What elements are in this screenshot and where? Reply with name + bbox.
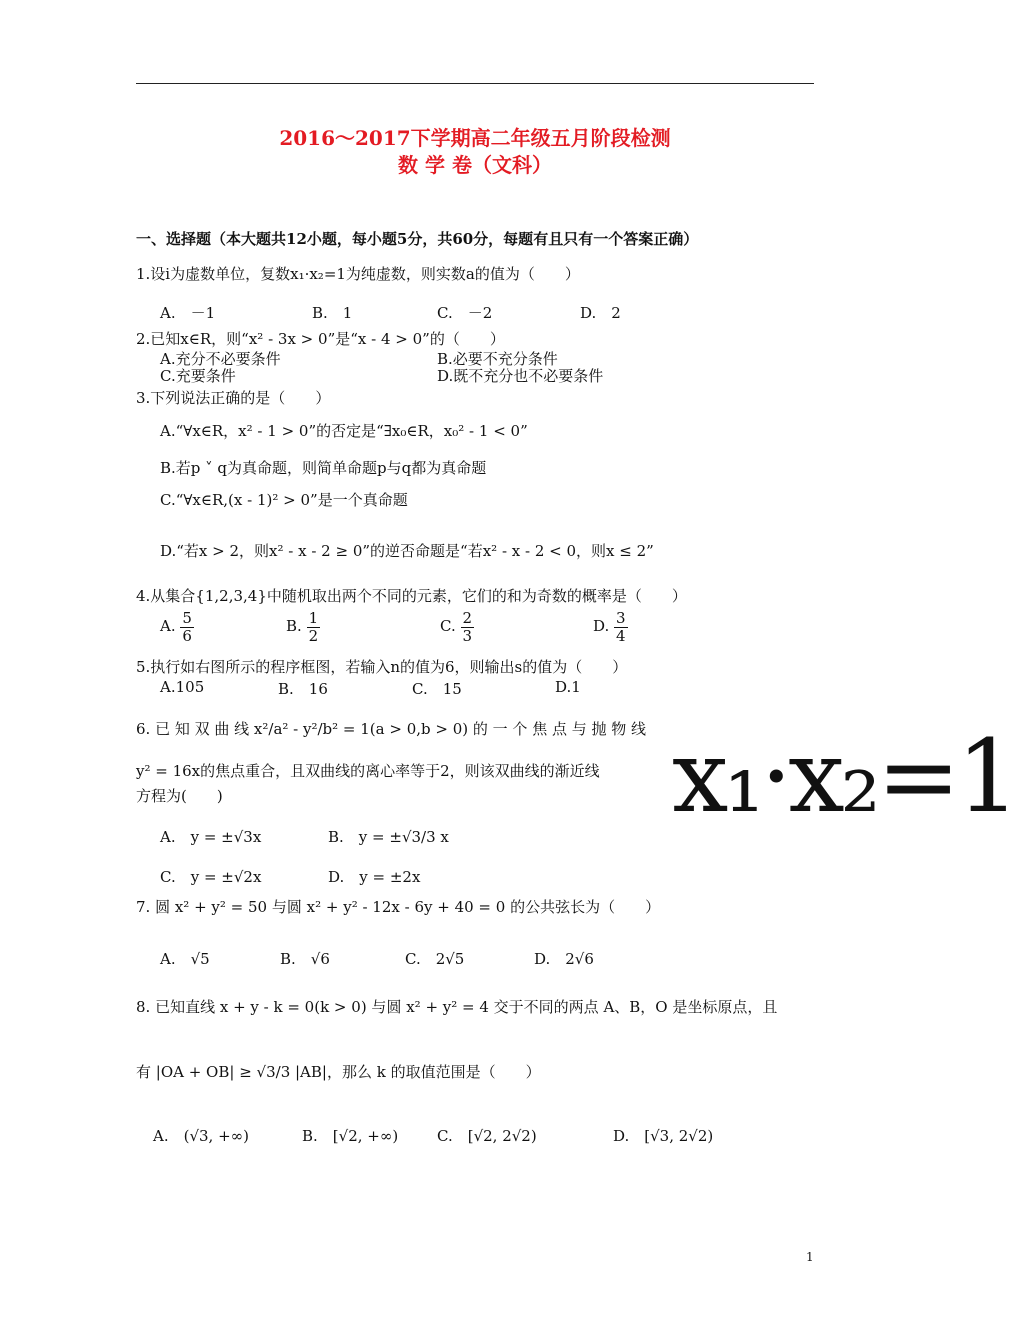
question-3-stem: 3.下列说法正确的是（ ） [136,389,331,407]
exam-title: 2016～2017下学期高二年级五月阶段检测 [279,126,671,150]
question-8-option-c: C. [√2, 2√2) [437,1127,537,1145]
question-1-option-d: D. 2 [580,304,621,322]
question-4-option-a: A. $\frac{5}{6}$ [160,609,192,645]
question-3-option-d: D.“若x > 2，则x² - x - 2 ≥ 0”的逆否命题是“若x² - x - 2 < 0，则x ≤ 2” [160,542,654,560]
exam-subtitle: 数 学 卷（文科） [398,153,552,177]
question-6-stem-line1: 6. 已 知 双 曲 线 x²/a² - y²/b² = 1(a > 0,b > 0) 的 一 个 焦 点 与 抛 物 线 [136,720,647,738]
question-6-stem-line2: y² = 16x的焦点重合，且双曲线的离心率等于2，则该双曲线的渐近线 [136,762,600,780]
question-6-option-a: A. y = ±√3x [160,828,262,846]
question-7-option-c: C. 2√5 [405,950,465,968]
question-6-stem-line3: 方程为( ) [136,787,223,805]
question-4-stem: 4.从集合{1,2,3,4}中随机取出两个不同的元素，它们的和为奇数的概率是（ ） [136,587,687,605]
question-5-option-d: D.1 [555,678,581,696]
question-7-option-d: D. 2√6 [534,950,594,968]
question-6-option-d: D. y = ±2x [328,868,421,886]
question-1-stem: 1.设i为虚数单位，复数x₁·x₂=1为纯虚数，则实数a的值为（ ） [136,265,580,283]
question-4-option-c: C. $\frac{2}{3}$ [440,609,473,645]
page-number: 1 [806,1250,814,1264]
question-8-option-d: D. [√3, 2√2) [613,1127,714,1145]
question-5-stem: 5.执行如右图所示的程序框图，若输入n的值为6，则输出s的值为（ ） [136,658,628,676]
question-1-option-b: B. 1 [312,304,353,322]
question-2-option-d: D.既不充分也不必要条件 [437,367,604,385]
question-5-option-a: A.105 [160,678,205,696]
question-1-option-a: A. －1 [160,304,216,322]
header-rule [136,83,814,84]
question-8-stem-line1: 8. 已知直线 x + y - k = 0(k > 0) 与圆 x² + y² = 4 交于不同的两点 A、B，O 是坐标原点，且 [136,998,778,1016]
question-8-option-b: B. [√2, +∞) [302,1127,399,1145]
question-2-stem: 2.已知x∈R，则“x² - 3x > 0”是“x - 4 > 0”的（ ） [136,330,505,348]
question-7-option-b: B. √6 [280,950,330,968]
question-5-option-b: B. 16 [278,680,328,698]
question-3-option-a: A.“∀x∈R，x² - 1 > 0”的否定是“∃x₀∈R，x₀² - 1 < 0” [160,422,528,440]
section-heading: 一、选择题（本大题共12小题，每小题5分，共60分，每题有且只有一个答案正确） [136,230,699,248]
question-8-stem-line2: 有 |OA + OB| ≥ √3/3 |AB|，那么 k 的取值范围是（ ） [136,1063,541,1081]
question-3-option-c: C.“∀x∈R,(x - 1)² > 0”是一个真命题 [160,491,408,509]
question-8-option-a: A. (√3, +∞) [153,1127,250,1145]
question-7-option-a: A. √5 [160,950,210,968]
question-6-option-c: C. y = ±√2x [160,868,262,886]
question-2-option-c: C.充要条件 [160,367,236,385]
question-3-option-b: B.若p ˅ q为真命题，则简单命题p与q都为真命题 [160,459,487,477]
question-1-option-c: C. －2 [437,304,493,322]
question-4-option-d: D. $\frac{3}{4}$ [593,609,626,645]
question-5-option-c: C. 15 [412,680,462,698]
question-7-stem: 7. 圆 x² + y² = 50 与圆 x² + y² - 12x - 6y + 40 = 0 的公共弦长为（ ） [136,898,661,916]
question-6-option-b: B. y = ±√3/3 x [328,828,449,846]
large-formula-figure: x₁·x₂=1 [672,718,1016,835]
question-2-option-b: B.必要不充分条件 [437,350,558,368]
question-4-option-b: B. $\frac{1}{2}$ [286,609,319,645]
question-2-option-a: A.充分不必要条件 [160,350,281,368]
